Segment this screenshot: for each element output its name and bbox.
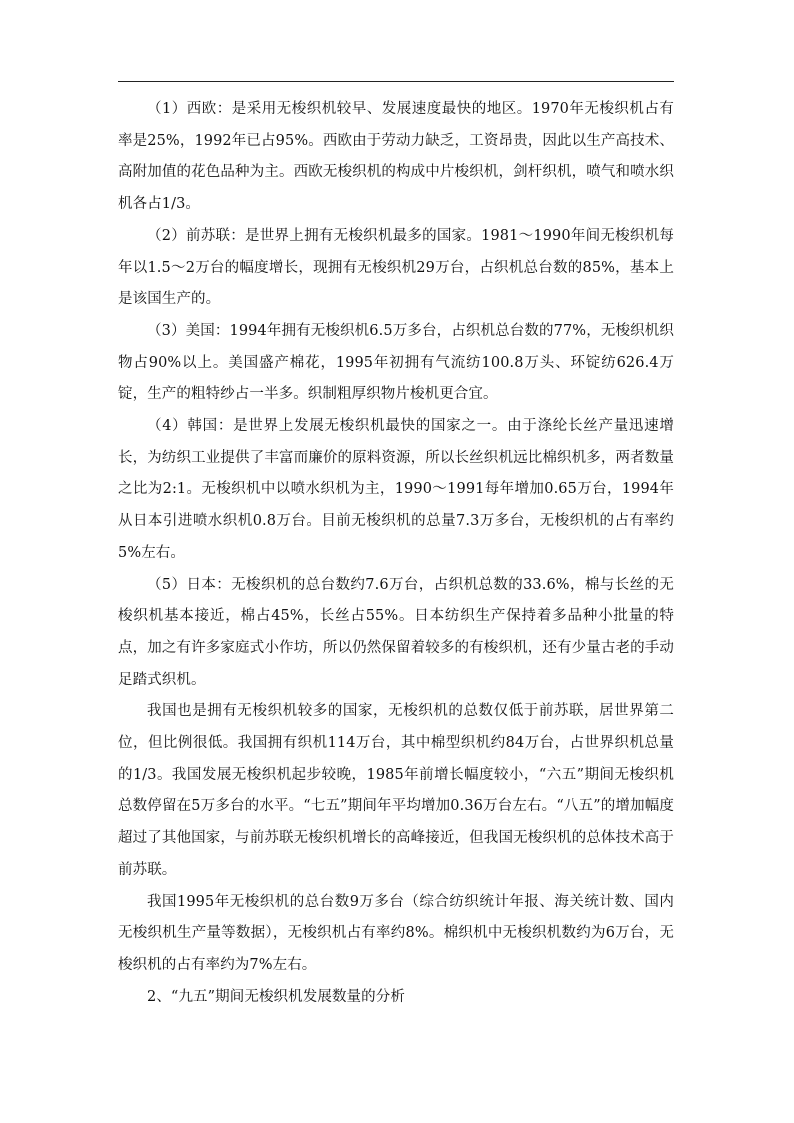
section-heading: 2、“九五”期间无梭织机发展数量的分析	[147, 988, 405, 1005]
paragraph-korea: （4）韩国：是世界上发展无梭织机最快的国家之一。由于涤纶长丝产量迅速增长，为纺织工业提供了丰富而廉价的原料资源，所以长丝织机远比棉织机多，两者数量之比为2:1。无梭织机中以喷水织机为主，1990～1991每年增加0.65万台，1994年从日本引进喷水织机0.8万台。目前无梭织机的总量7.3万多台，无梭织机的占有率约5%左右。	[118, 418, 674, 561]
header-rule	[118, 81, 674, 82]
document-body	[118, 94, 674, 1013]
paragraph-japan: （5）日本：无梭织机的总台数约7.6万台，占织机总数的33.6%，棉与长丝的无梭织机基本接近，棉占45%，长丝占55%。日本纺织生产保持着多品种小批量的特点，加之有许多家庭式小作坊，所以仍然保留着较多的有梭织机，还有少量古老的手动足踏式织机。	[118, 576, 674, 688]
paragraph-china-overview: 我国也是拥有无梭织机较多的国家，无梭织机的总数仅低于前苏联，居世界第二位，但比例很低。我国拥有织机114万台，其中棉型织机约84万台，占世界织机总量的1/3。我国发展无梭织机起步较晚，1985年前增长幅度较小，“六五”期间无梭织机总数停留在5万多台的水平。“七五”期间年平均增加0.36万台左右。“八五”的增加幅度超过了其他国家，与前苏联无梭织机增长的高峰接近，但我国无梭织机的总体技术高于前苏联。	[118, 703, 674, 878]
paragraph-usa: （3）美国：1994年拥有无梭织机6.5万多台，占织机总台数的77%，无梭织机织物占90%以上。美国盛产棉花，1995年初拥有气流纺100.8万头、环锭纺626.4万锭，生产的粗特纱占一半多。织制粗厚织物片梭机更合宜。	[118, 322, 674, 403]
paragraph-western-europe: （1）西欧：是采用无梭织机较早、发展速度最快的地区。1970年无梭织机占有率是25%，1992年已占95%。西欧由于劳动力缺乏，工资昂贵，因此以生产高技术、高附加值的花色品种为主。西欧无梭织机的构成中片梭织机，剑杆织机，喷气和喷水织机各占1/3。	[118, 101, 674, 213]
paragraph-china-1995: 我国1995年无梭织机的总台数9万多台（综合纺织统计年报、海关统计数、国内无梭织机生产量等数据），无梭织机占有率约8%。棉织机中无梭织机数约为6万台，无梭织机的占有率约为7%左右。	[118, 893, 674, 973]
paragraph-former-soviet-union: （2）前苏联：是世界上拥有无梭织机最多的国家。1981～1990年间无梭织机每年以1.5～2万台的幅度增长，现拥有无梭织机29万台，占织机总台数的85%，基本上是该国生产的。	[118, 227, 674, 308]
